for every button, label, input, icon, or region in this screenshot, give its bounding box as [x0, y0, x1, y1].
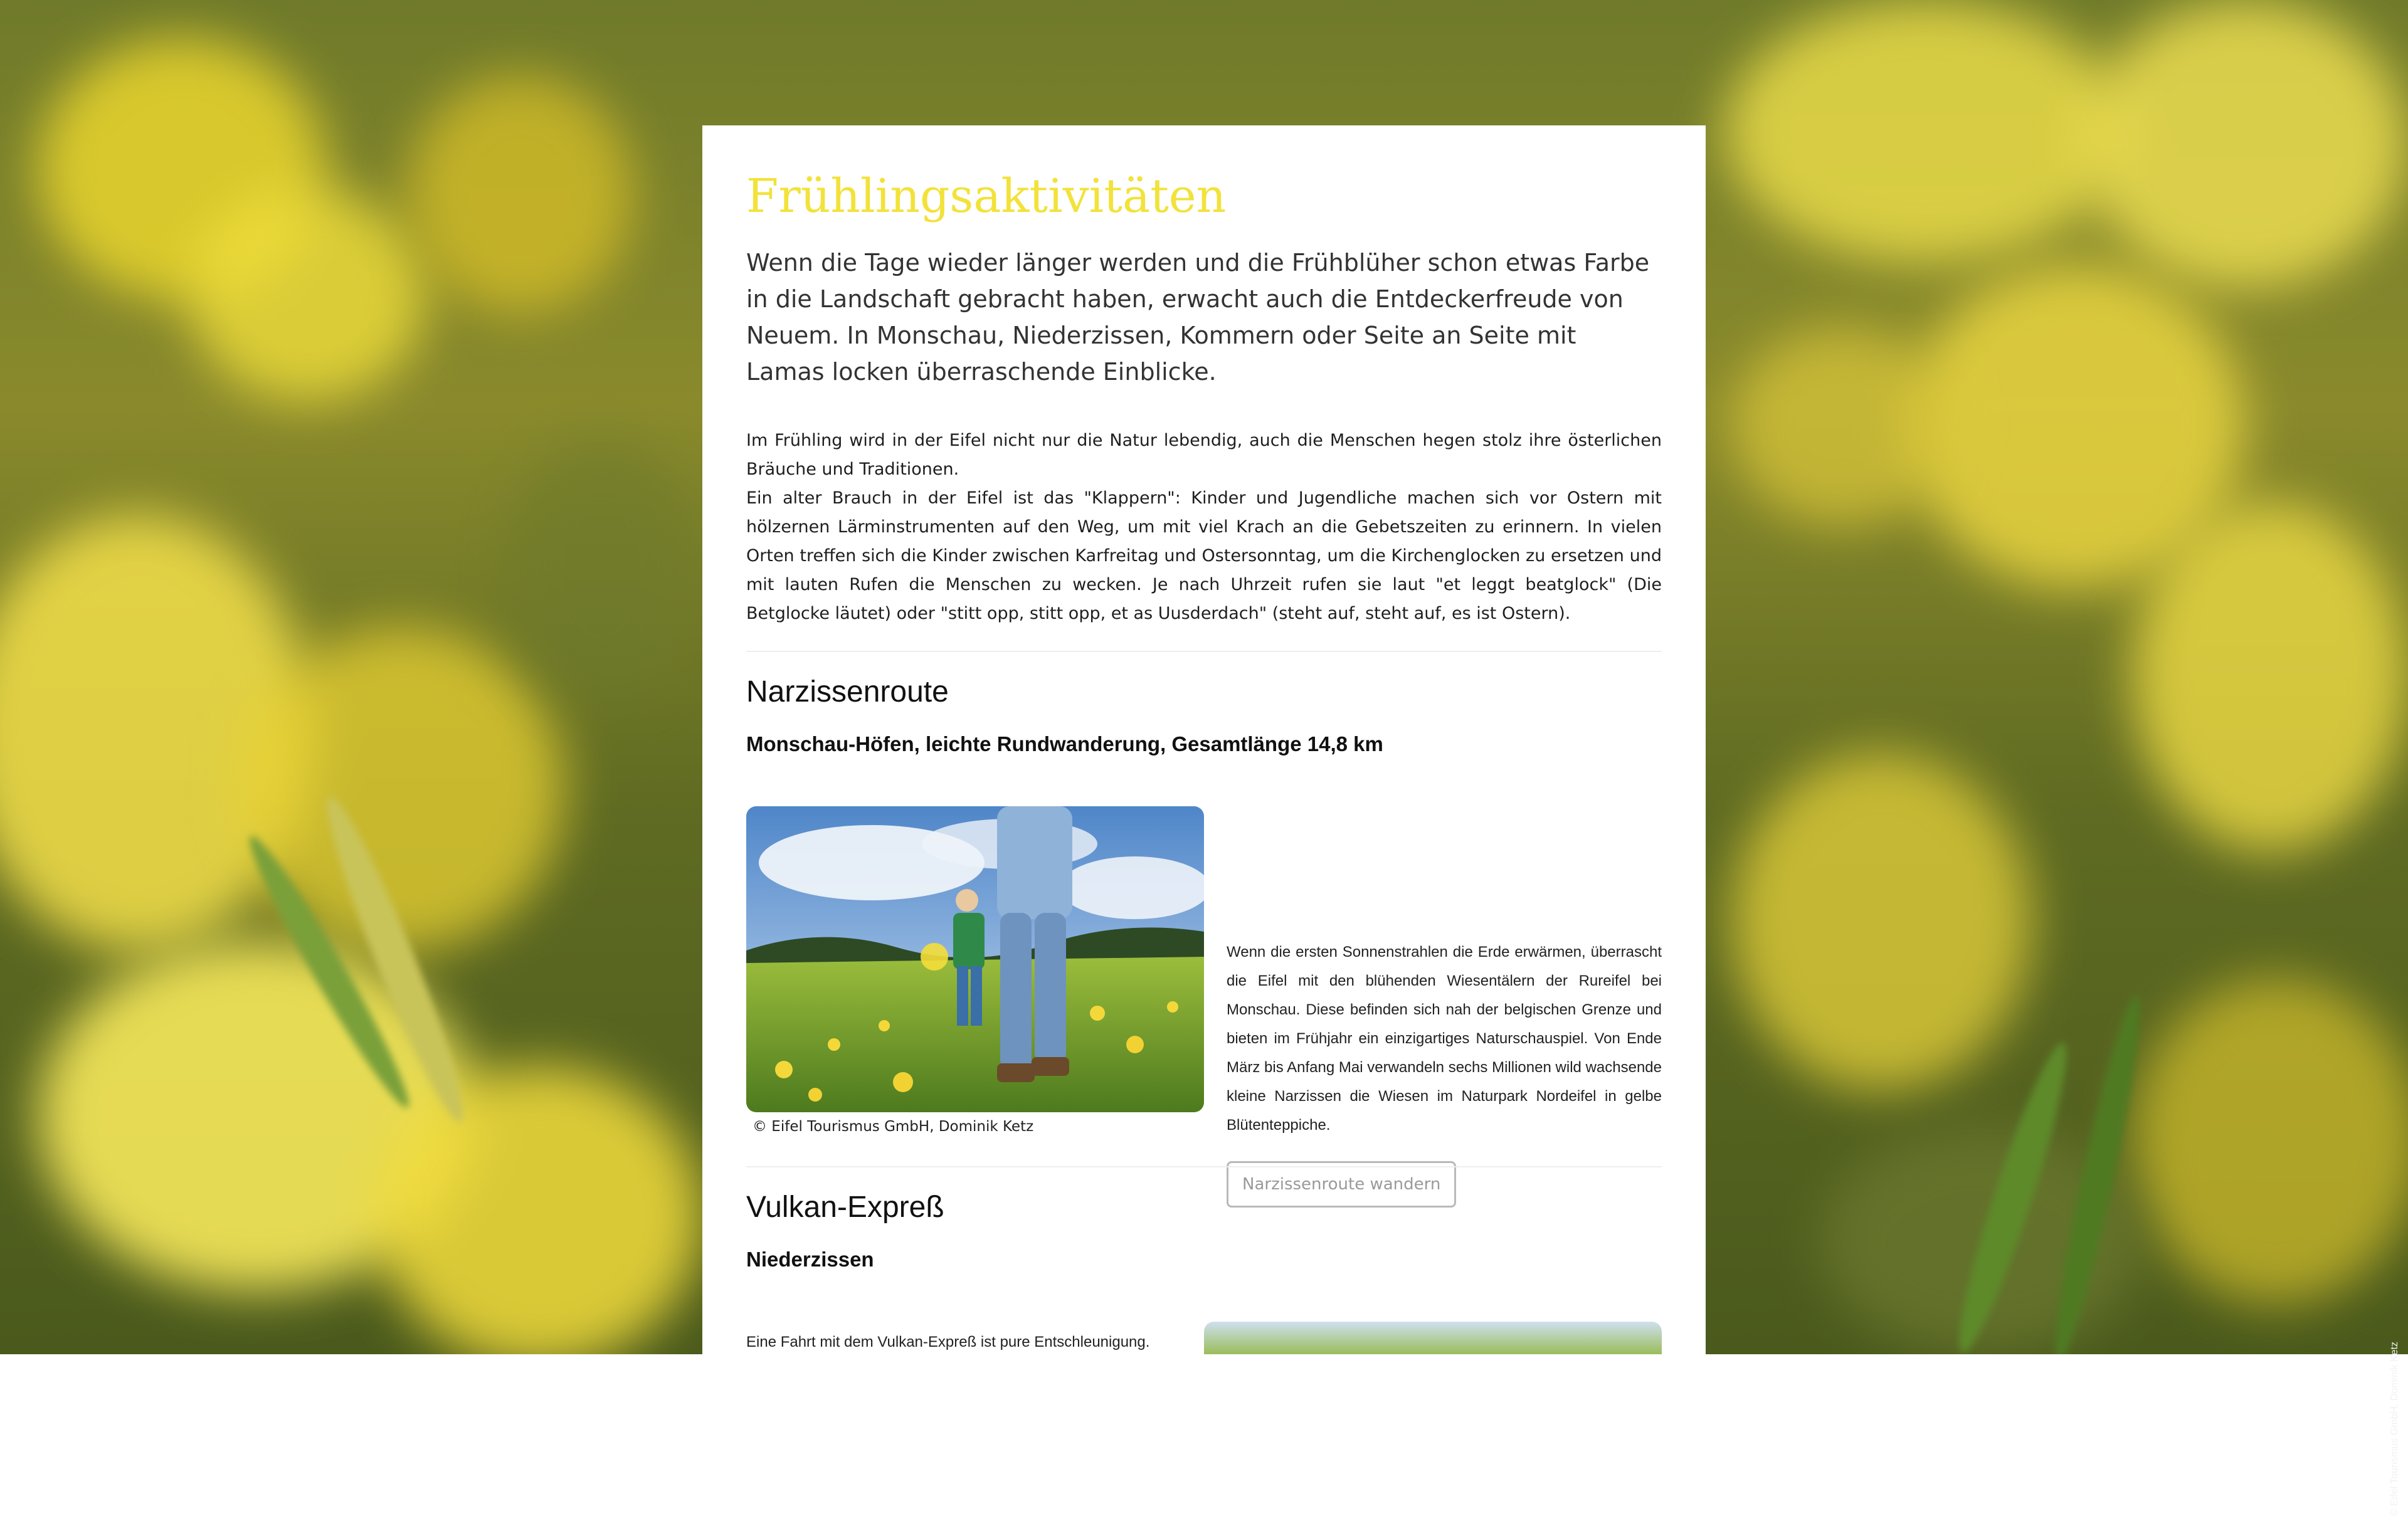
photo-credit: © Eifel Tourismus GmbH, Dominik Ketz	[752, 1119, 1034, 1135]
section-text-narzissenroute: Wenn die ersten Sonnenstrahlen die Erde erwärmen, überrascht die Eifel mit den blühenden Wiesentälern der Rureifel bei Monschau. Diese befinden sich nah der belgischen Grenze und bieten im Frühjahr ein einzigartiges Naturschauspiel. Von Ende März bis Anfang Mai verwandeln sechs Millionen wild wachsende kleine Narzissen die Wiesen im Naturpark Nordeifel in gelbe Blütenteppiche.	[1227, 944, 1662, 1134]
hikers-photo-illustration	[746, 806, 1204, 1112]
section-text-vulkan-express: Eine Fahrt mit dem Vulkan-Expreß ist pure Entschleunigung.	[746, 1334, 1150, 1350]
intro-body	[746, 426, 1662, 628]
intro-paragraph-2: Ein alter Brauch in der Eifel ist das "Klappern": Kinder und Jugendliche machen sich vor Ostern mit hölzernen Lärminstrumenten auf den Weg, um mit viel Krach an die Gebetszeiten zu erinnern. In vielen Orten treffen sich die Kinder zwischen Karfreitag und Ostersonntag, um die Kirchenglocken zu ersetzen und mit lauten Rufen die Menschen zu wecken. Je nach Uhrzeit rufen sie laut "et leggt beatglock" (Die Betglocke läutet) oder "stitt opp, stitt opp, et as Uusderdach" (steht auf, steht auf, es ist Ostern).	[746, 488, 1662, 623]
section-subtitle-narzissenroute: Monschau-Höfen, leichte Rundwanderung, Gesamtlänge 14,8 km	[746, 732, 1383, 755]
narzissenroute-button[interactable]: Narzissenroute wandern	[1227, 1161, 1456, 1208]
intro-paragraph-1: Im Frühling wird in der Eifel nicht nur die Natur lebendig, auch die Menschen hegen stolz ihre österlichen Bräuche und Traditionen.	[746, 431, 1662, 479]
train-photo	[1204, 1322, 1662, 1354]
background-photo-credit: © Eifel Tourismus GmbH, Dominik Ketz	[2389, 1342, 2400, 1516]
hikers-photo	[746, 806, 1204, 1112]
content-card	[702, 125, 1706, 1354]
divider	[746, 651, 1662, 652]
section-subtitle-vulkan-express: Niederzissen	[746, 1248, 874, 1271]
section-title-narzissenroute: Narzissenroute	[746, 675, 949, 708]
page-title: Frühlingsaktivitäten	[746, 169, 1227, 223]
divider-section-2	[746, 1166, 1662, 1167]
section-title-vulkan-express: Vulkan-Expreß	[746, 1191, 944, 1224]
intro-lead: Wenn die Tage wieder länger werden und die Frühblüher schon etwas Farbe in die Landschaft gebracht haben, erwacht auch die Entdeckerfreude von Neuem. In Monschau, Niederzissen, Kommern oder Seite an Seite mit Lamas locken überraschende Einblicke.	[746, 249, 1650, 386]
